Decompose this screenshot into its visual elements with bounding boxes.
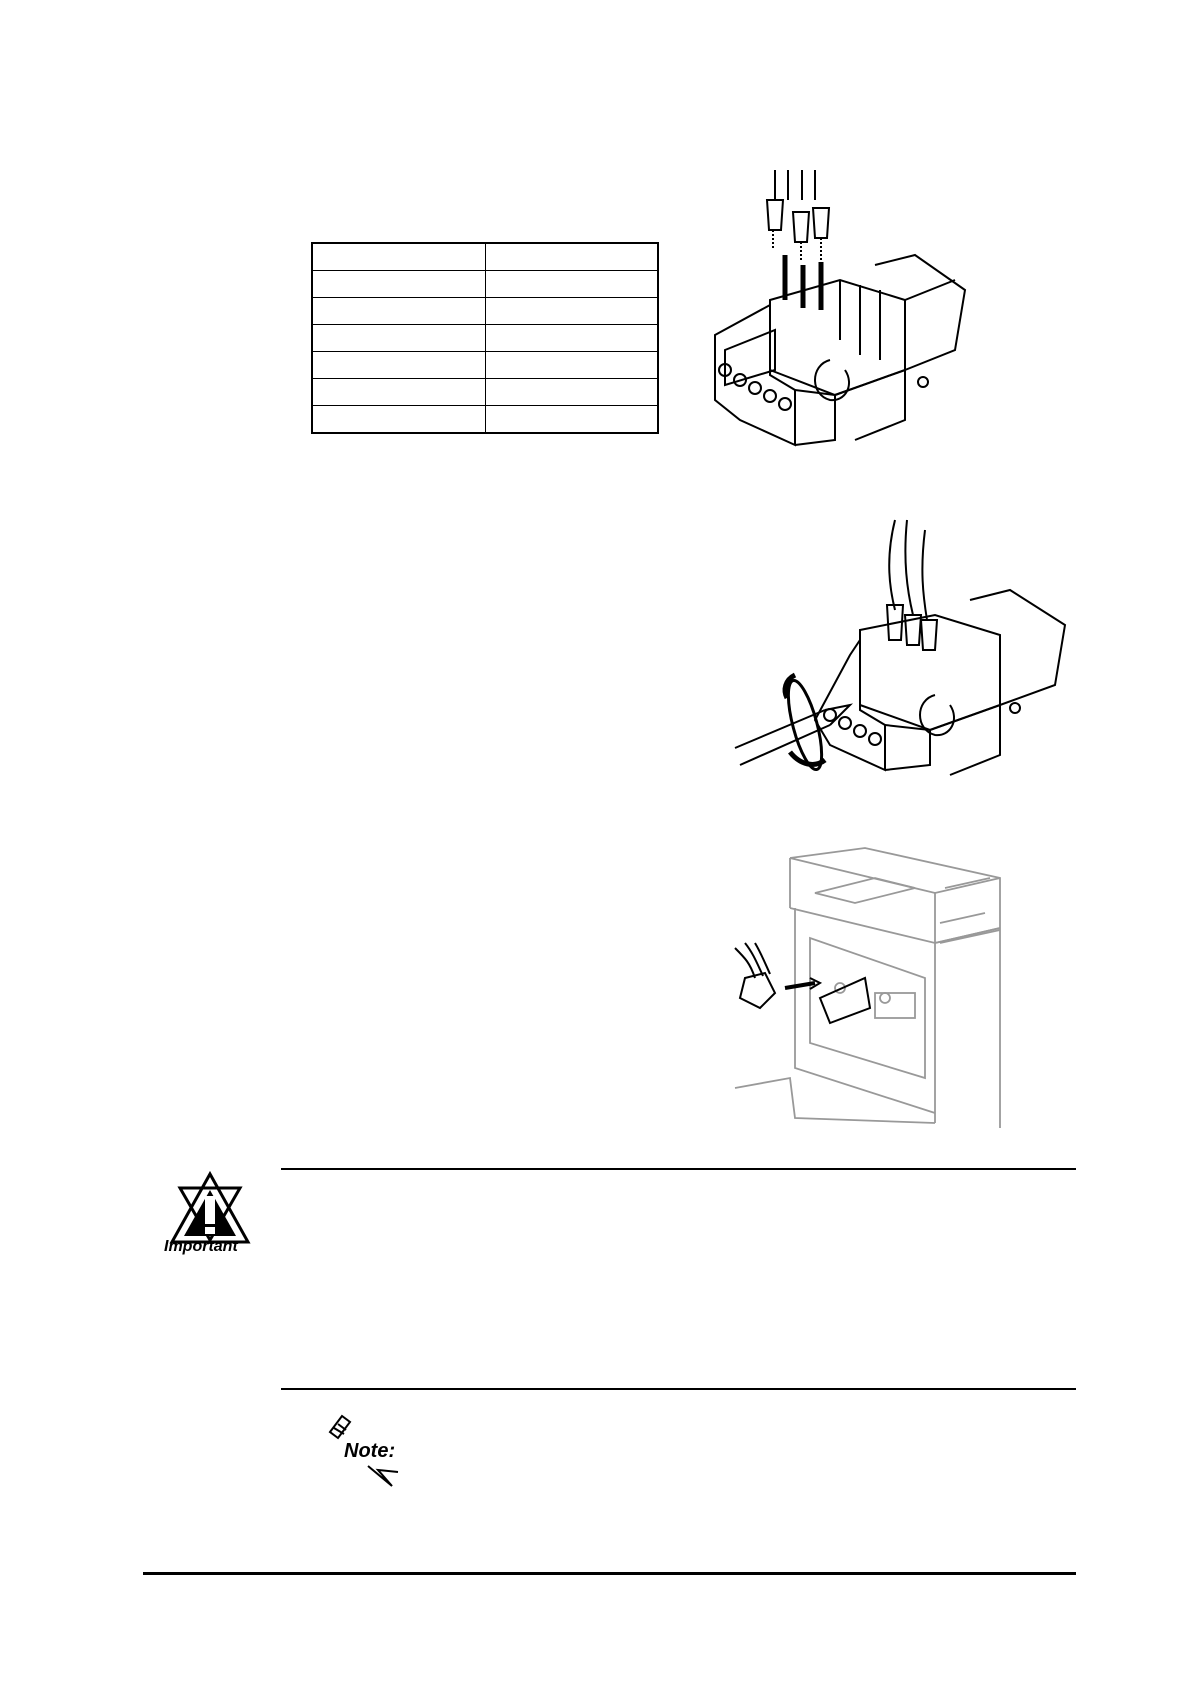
screw-tightening-figure xyxy=(735,520,1080,775)
pin-table-cell xyxy=(312,379,485,406)
pin-table-cell xyxy=(312,325,485,352)
pin-table-row xyxy=(312,325,658,352)
pin-table-cell xyxy=(312,271,485,298)
important-top-rule xyxy=(281,1168,1076,1170)
footer-rule xyxy=(143,1572,1076,1575)
pin-table-cell xyxy=(312,298,485,325)
connector-panel-figure xyxy=(735,848,1000,1128)
pin-table-cell xyxy=(485,352,658,379)
pin-table-cell xyxy=(485,379,658,406)
pin-table-cell xyxy=(312,243,485,271)
pin-table-cell xyxy=(485,243,658,271)
important-icon-label: Important xyxy=(164,1238,238,1255)
wire-insertion-figure xyxy=(715,170,975,455)
note-icon-label: Note: xyxy=(344,1440,396,1462)
important-icon xyxy=(160,1172,260,1262)
pin-table-cell xyxy=(485,298,658,325)
pin-table-row xyxy=(312,298,658,325)
pin-table-cell xyxy=(485,325,658,352)
pin-table-row xyxy=(312,379,658,406)
pin-table-cell xyxy=(312,406,485,434)
pin-table-row xyxy=(312,243,658,271)
pin-table-row xyxy=(312,352,658,379)
note-icon xyxy=(320,1414,410,1492)
important-bottom-rule xyxy=(281,1388,1076,1390)
pin-table-row xyxy=(312,271,658,298)
pin-table-row xyxy=(312,406,658,434)
pin-table-cell xyxy=(485,271,658,298)
pin-table-cell xyxy=(312,352,485,379)
pin-assignment-table xyxy=(311,242,659,434)
pin-table-cell xyxy=(485,406,658,434)
